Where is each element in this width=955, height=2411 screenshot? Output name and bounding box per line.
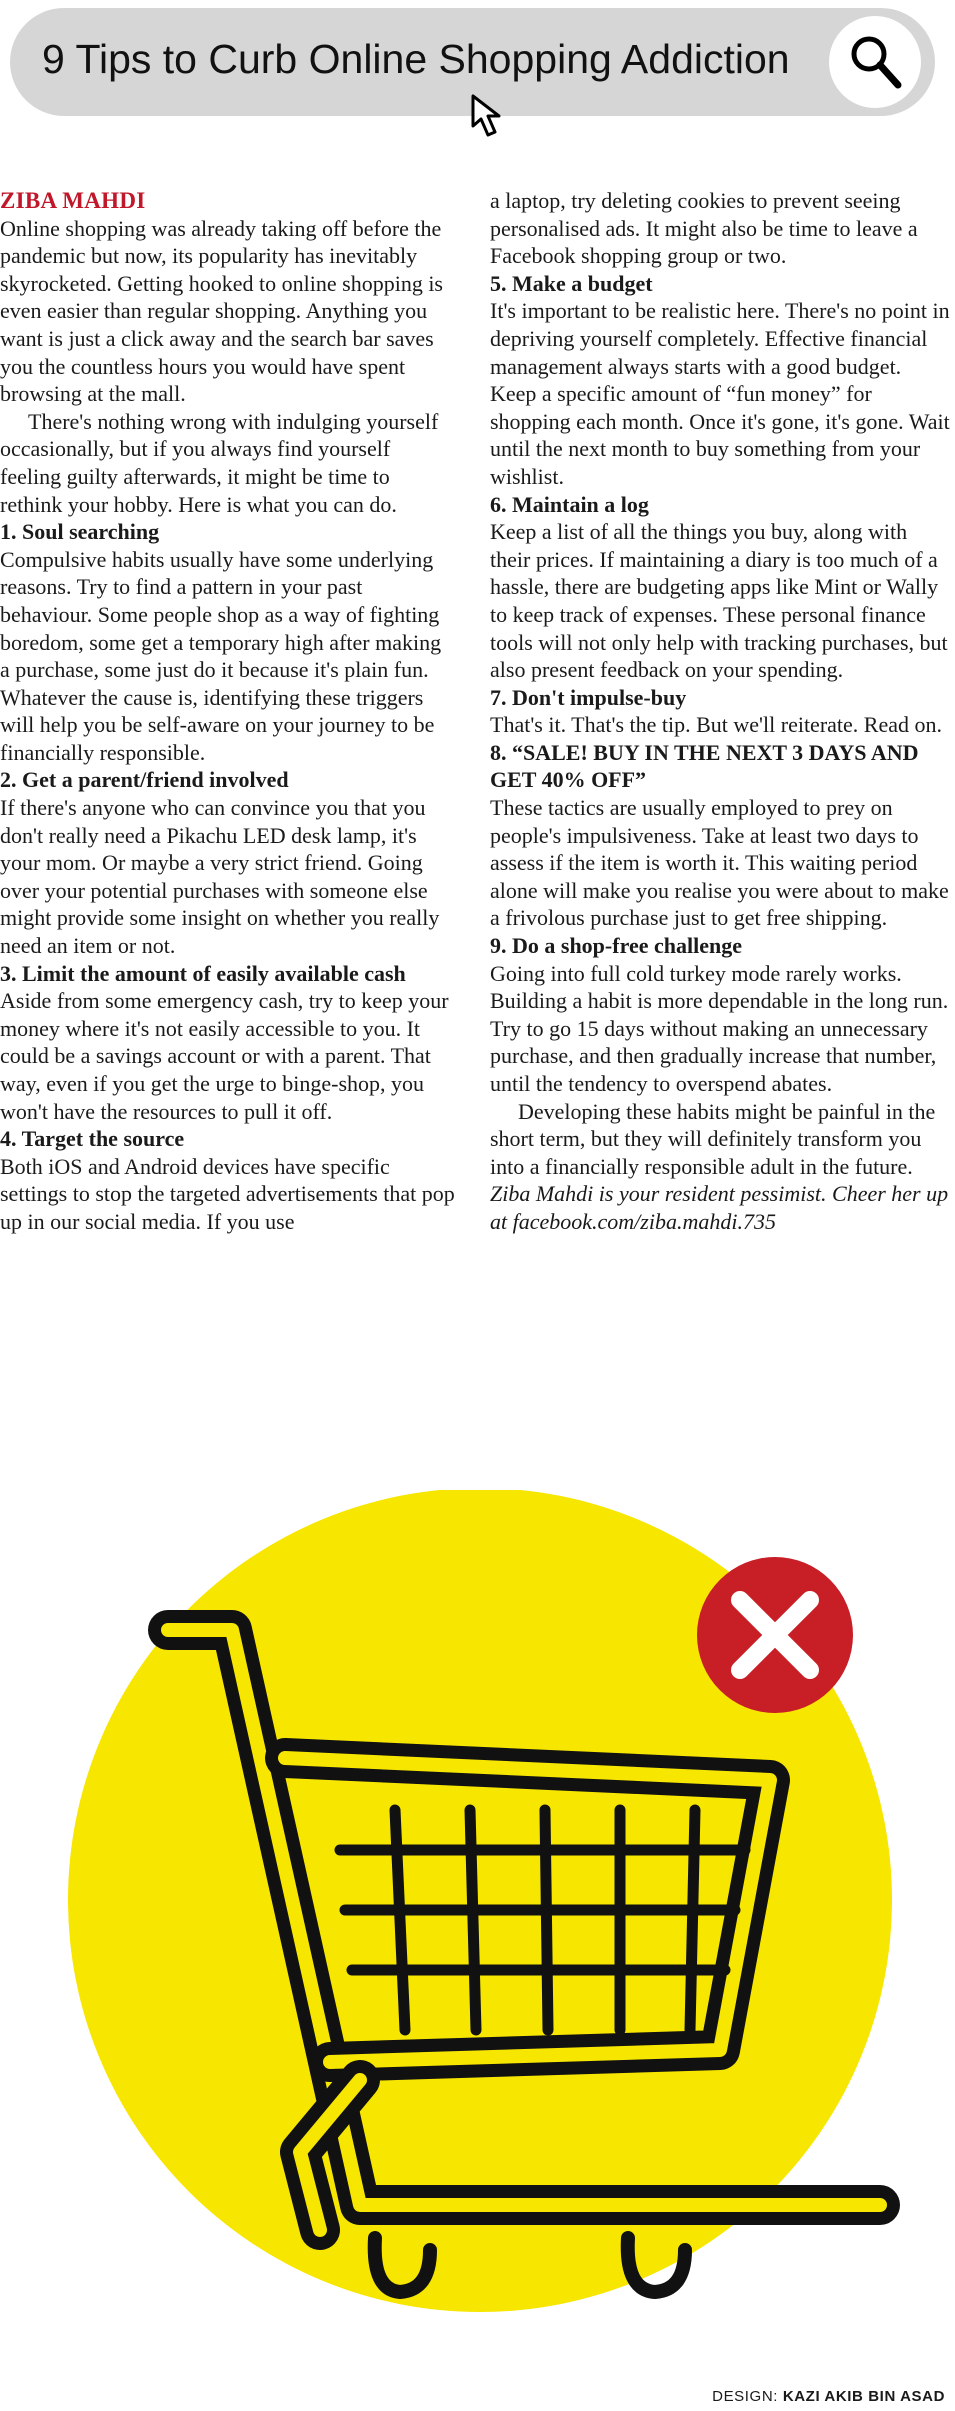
search-button[interactable] [829, 16, 921, 108]
shopping-cart-illustration [0, 1490, 955, 2390]
design-credit-name: KAZI AKIB BIN ASAD [782, 2388, 945, 2405]
article-right-column [490, 187, 950, 1236]
design-credit [712, 2388, 945, 2405]
tip-5-heading: 5. Make a budget [490, 270, 653, 296]
search-title: 9 Tips to Curb Online Shopping Addiction [42, 36, 790, 82]
mouse-cursor-icon [471, 94, 515, 144]
tip-7-heading: 7. Don't impulse-buy [490, 684, 687, 710]
tip-6-heading: 6. Maintain a log [490, 491, 649, 517]
author-note: Ziba Mahdi is your resident pessimist. Cheer her up at facebook.com/ziba.mahdi.735 [490, 1181, 949, 1234]
byline: ZIBA MAHDI [0, 188, 146, 213]
intro-paragraph-1: Online shopping was already taking off before the pandemic but now, its popularity has inevitably skyrocketed. Getting hooked to online shopping is even easier than regular shopping. Anything you want is just a click away and the search bar saves you the countless hours you would have spent browsing at the mall. [0, 215, 443, 407]
design-credit-label: DESIGN: [712, 2388, 779, 2405]
tip-1-heading: 1. Soul searching [0, 519, 160, 545]
tip-7-body: That's it. That's the tip. But we'll reiterate. Read on. [490, 712, 942, 738]
tip-8-heading: 8. “SALE! BUY IN THE NEXT 3 DAYS AND GET 40% OFF” [490, 739, 919, 793]
tip-9-body: Going into full cold turkey mode rarely works. Building a habit is more dependable in the long run. Try to go 15 days without making an unnecessary purchase, and then gradually increase that number, until the tendency to overspend abates. [490, 960, 949, 1096]
tip-2-heading: 2. Get a parent/friend involved [0, 767, 289, 793]
article-left-column [0, 187, 456, 1236]
tip-6-body: Keep a list of all the things you buy, along with their prices. If maintaining a diary is too much of a hassle, there are budgeting apps like Mint or Wally to keep track of expenses. These personal finance tools will not only help with tracking purchases, but also present feedback on your spending. [490, 519, 948, 683]
tip-2-body: If there's anyone who can convince you that you don't really need a Pikachu LED desk lamp, it's your mom. Or maybe a very strict friend. Going over your potential purchases with someone else might provide some insight on whether you really need an item or not. [0, 795, 440, 959]
tip-1-body: Compulsive habits usually have some underlying reasons. Try to find a pattern in your past behaviour. Some people shop as a way of fighting boredom, some get a temporary high after making a purchase, some just do it because it's plain fun. Whatever the cause is, identifying these triggers will help you be self-aware on your journey to be financially responsible. [0, 546, 442, 765]
search-icon [847, 32, 905, 92]
tip-4-heading: 4. Target the source [0, 1126, 185, 1152]
intro-paragraph-2: There's nothing wrong with indulging yourself occasionally, but if you always find yourself feeling guilty afterwards, it might be time to rethink your hobby. Here is what you can do. [0, 408, 439, 517]
tip-4-body: Both iOS and Android devices have specific settings to stop the targeted advertisements that pop up in our social media. If you use [0, 1153, 455, 1234]
tip-3-heading: 3. Limit the amount of easily available cash [0, 960, 406, 986]
tip-3-body: Aside from some emergency cash, try to keep your money where it's not easily accessible to you. It could be a savings account or with a parent. That way, even if you get the urge to binge-shop, you won't have the resources to pull it off. [0, 988, 449, 1124]
tip-9-heading: 9. Do a shop-free challenge [490, 933, 742, 959]
cancel-badge [697, 1557, 853, 1713]
closing-paragraph: Developing these habits might be painful in the short term, but they will definitely transform you into a financially responsible adult in the future. [490, 1098, 936, 1179]
tip-5-body: It's important to be realistic here. There's no point in depriving yourself completely. Effective financial management always starts with a good budget. Keep a specific amount of “fun money” for shopping each month. Once it's gone, it's gone. Wait until the next month to buy something from your wishlist. [490, 298, 950, 489]
tip-8-body: These tactics are usually employed to prey on people's impulsiveness. Take at least two days to assess if the item is worth it. This waiting period alone will make you realise you were about to make a frivolous purchase just to get free shipping. [490, 795, 949, 931]
tip-4-continued: a laptop, try deleting cookies to prevent seeing personalised ads. It might also be time to leave a Facebook shopping group or two. [490, 188, 918, 269]
